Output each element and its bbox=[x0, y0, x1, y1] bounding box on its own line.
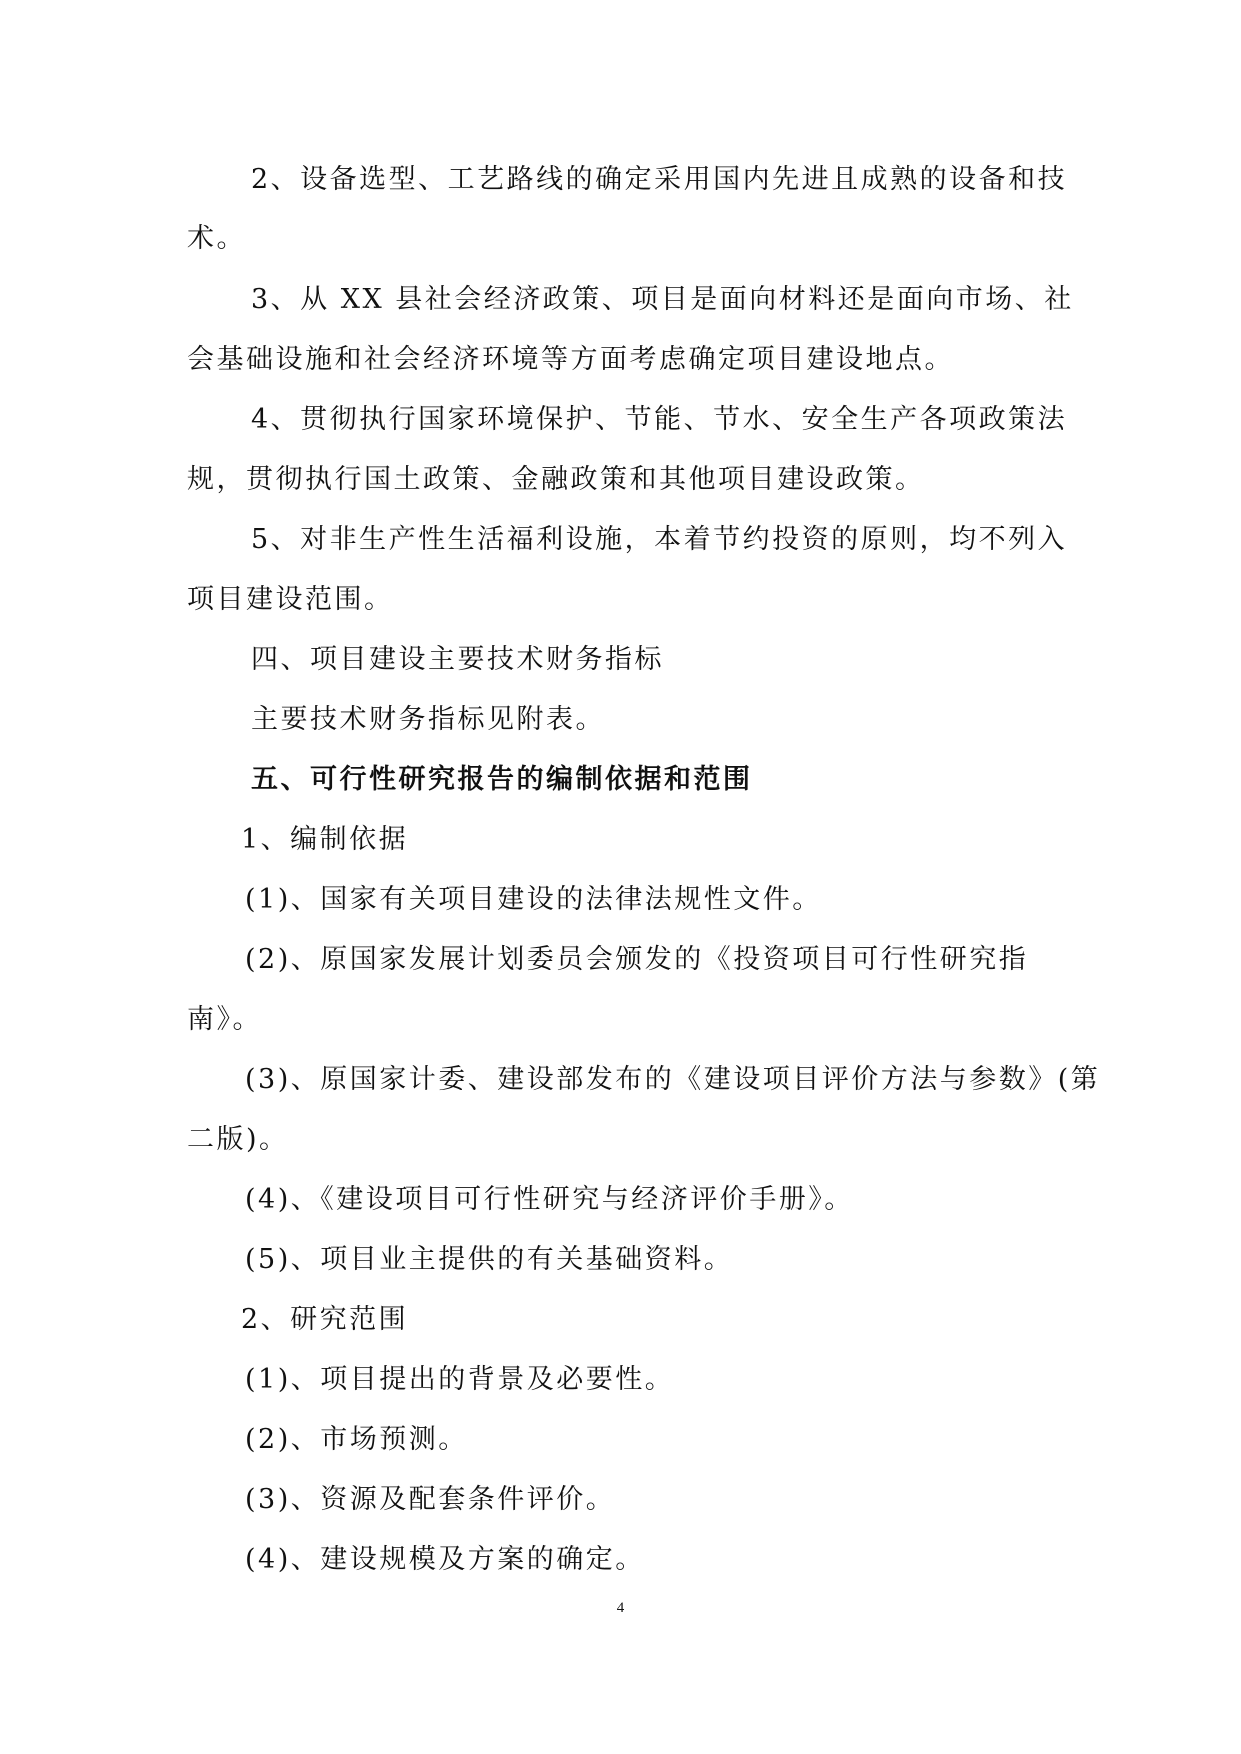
list-item-continuation: 二版)。 bbox=[187, 1124, 289, 1155]
paragraph-line: 规，贯彻执行国土政策、金融政策和其他项目建设政策。 bbox=[187, 464, 925, 495]
list-item: (3)、资源及配套条件评价。 bbox=[245, 1484, 616, 1515]
list-item-continuation: 南》。 bbox=[187, 1004, 262, 1035]
section-heading: 四、项目建设主要技术财务指标 bbox=[251, 644, 664, 675]
list-item: (1)、国家有关项目建设的法律法规性文件。 bbox=[245, 884, 822, 915]
subsection-heading: 2、研究范围 bbox=[241, 1304, 409, 1335]
section-heading: 五、可行性研究报告的编制依据和范围 bbox=[251, 764, 753, 795]
list-item: (5)、项目业主提供的有关基础资料。 bbox=[245, 1244, 734, 1275]
list-item: (4)、《建设项目可行性研究与经济评价手册》。 bbox=[245, 1184, 854, 1215]
paragraph-line: 4、贯彻执行国家环境保护、节能、节水、安全生产各项政策法 bbox=[251, 404, 1068, 435]
list-item: (2)、市场预测。 bbox=[245, 1424, 468, 1455]
list-item: (3)、原国家计委、建设部发布的《建设项目评价方法与参数》(第 bbox=[245, 1064, 1101, 1095]
paragraph-line: 3、从 XX 县社会经济政策、项目是面向材料还是面向市场、社 bbox=[251, 284, 1074, 315]
paragraph-line: 主要技术财务指标见附表。 bbox=[251, 704, 605, 735]
paragraph-line: 2、设备选型、工艺路线的确定采用国内先进且成熟的设备和技 bbox=[251, 164, 1068, 195]
paragraph-line: 项目建设范围。 bbox=[187, 584, 394, 615]
paragraph-line: 5、对非生产性生活福利设施，本着节约投资的原则，均不列入 bbox=[251, 524, 1068, 555]
list-item: (1)、项目提出的背景及必要性。 bbox=[245, 1364, 675, 1395]
subsection-heading: 1、编制依据 bbox=[241, 824, 409, 855]
list-item: (4)、建设规模及方案的确定。 bbox=[245, 1544, 645, 1575]
page-number: 4 bbox=[616, 1600, 625, 1616]
list-item: (2)、原国家发展计划委员会颁发的《投资项目可行性研究指 bbox=[245, 944, 1029, 975]
paragraph-line: 会基础设施和社会经济环境等方面考虑确定项目建设地点。 bbox=[187, 344, 954, 375]
paragraph-line: 术。 bbox=[187, 223, 246, 254]
